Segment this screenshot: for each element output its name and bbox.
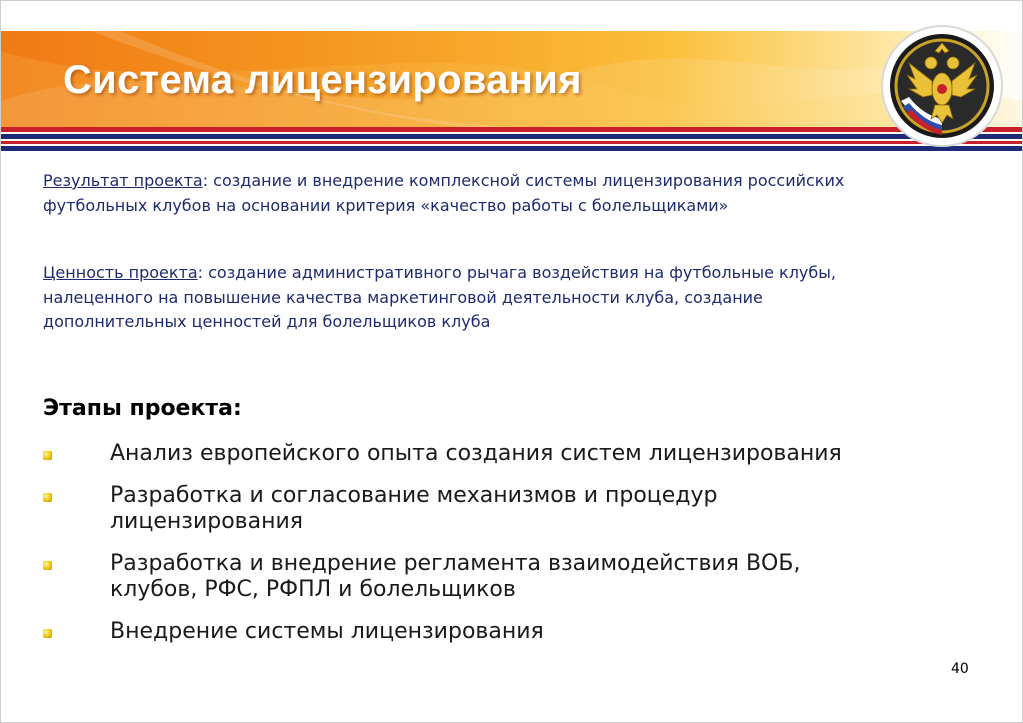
stages-heading-text: Этапы проекта	[43, 396, 234, 421]
project-result-paragraph	[43, 169, 863, 218]
title-banner	[1, 31, 1023, 127]
stages-heading	[43, 396, 242, 421]
page-title: Система лицензирования	[63, 58, 582, 102]
header-stripe-navy	[1, 134, 1023, 139]
list-item	[43, 441, 843, 467]
square-bullet-icon	[43, 561, 52, 570]
list-item	[43, 619, 843, 645]
project-value-text: : создание административного рычага воздействия на футбольные клубы, налеценного на повышение качества маркетинговой деятельности клуба, создание дополнительных ценностей для болельщиков клуба	[43, 263, 836, 331]
header-stripe-red	[1, 127, 1023, 132]
stages-list	[43, 441, 843, 661]
project-result-text: : создание и внедрение комплексной системы лицензирования российских футбольных клубов на основании критерия «качество работы с болельщиками»	[43, 171, 845, 215]
project-value-label: Ценность проекта	[43, 263, 198, 282]
double-headed-eagle-emblem-icon	[879, 23, 1005, 149]
stages-heading-colon: :	[233, 396, 242, 421]
list-item	[43, 483, 843, 535]
stage-item-text: Внедрение системы лицензирования	[110, 619, 544, 644]
header-stripe-navy-bottom	[1, 146, 1023, 151]
header-stripe-red-thin	[1, 141, 1023, 144]
list-item	[43, 551, 843, 603]
page-number: 40	[951, 661, 969, 677]
stage-item-text: Разработка и согласование механизмов и процедур лицензирования	[110, 483, 718, 534]
square-bullet-icon	[43, 451, 52, 460]
square-bullet-icon	[43, 493, 52, 502]
stage-item-text: Анализ европейского опыта создания систем лицензирования	[110, 441, 842, 466]
square-bullet-icon	[43, 629, 52, 638]
project-result-label: Результат проекта	[43, 171, 203, 190]
project-value-paragraph	[43, 261, 863, 335]
stage-item-text: Разработка и внедрение регламента взаимодействия ВОБ, клубов, РФС, РФПЛ и болельщиков	[110, 551, 801, 602]
